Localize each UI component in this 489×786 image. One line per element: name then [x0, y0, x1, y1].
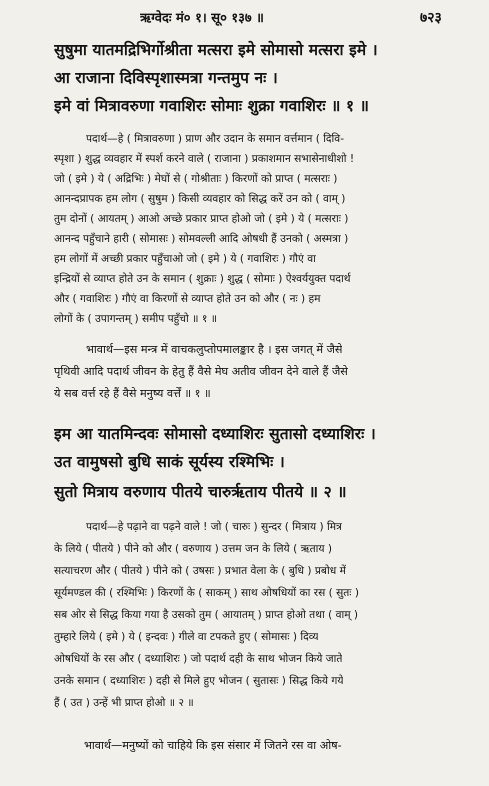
- padartha-2-line: ओषधियों के रस और ( दध्याशिरः ) जो पदार्थ दही के साथ भोजन किये जाते: [54, 653, 343, 665]
- padartha-2-line: पदार्थ—हे पढ़ाने वा पढ़ने वाले ! जो ( चारुः ) सुन्दर ( मित्राय ) मित्र: [86, 521, 342, 533]
- bhavartha-2-line: भावार्थ—मनुष्यों को चाहिये कि इस संसार में जितने रस वा ओष-: [84, 739, 342, 752]
- padartha-2-line: सत्याचरण और ( पीतये ) पीने को ( उषसः ) प्रभात वेला के ( बुधि ) प्रबोध में: [54, 565, 346, 577]
- mantra-2-line-1: इम आ यातमिन्दवः सोमासो दध्याशिरः सुतासो दध्याशिरः ।: [54, 425, 376, 443]
- bhavartha-1-line: ये सब वर्त्त रहे हैं वैसे मनुष्य वर्त्तें ॥ १ ॥: [54, 387, 211, 400]
- padartha-1-line: जो ( इमे ) ये ( अद्रिभिः ) मेघों से ( गोश्रीताः ) किरणों को प्राप्त ( मत्सराः ): [54, 173, 338, 185]
- padartha-1-line: और ( गवाशिरः ) गौएं वा किरणों से व्याप्त होते उन को और ( नः ) हम: [54, 293, 321, 305]
- mantra-1-line-3: इमे वां मित्रावरुणा गवाशिरः सोमाः शुक्रा गवाशिरः ॥ १ ॥: [54, 97, 370, 115]
- bhavartha-1-line: भावार्थ—इस मन्त्र में वाचकलुप्तोपमालङ्कार है । इस जगत् में जैसे: [86, 343, 343, 356]
- padartha-2-line: सूर्यमण्डल की ( रश्मिभिः ) किरणों के ( साकम् ) साथ ओषधियों का रस ( सुतः ): [54, 587, 359, 599]
- padartha-1-line: आनन्द पहुँचाने हारी ( सोमासः ) सोमवल्ली आदि ओषधी हैं उनको ( अस्मत्रा ): [54, 233, 349, 245]
- padartha-2-line: तुम्हारे लिये ( इमे ) ये ( इन्दवः ) गीले वा टपकते हुए ( सोमासः ) दिव्य: [54, 631, 319, 643]
- bhavartha-1-line: पृथिवी आदि पदार्थ जीवन के हेतु हैं वैसे मेघ अतीव जीवन देने वाले हैं जैसे: [54, 365, 348, 378]
- mantra-1-line-2: आ राजाना दिविस्पृशास्मत्रा गन्तमुप नः ।: [54, 69, 278, 87]
- padartha-1-line: इन्द्रियों से व्याप्त होते उन के समान ( शुक्राः ) शुद्ध ( सोमाः ) ऐश्वर्ययुक्त पदार्थ: [54, 273, 351, 285]
- padartha-1-line: हम लोगों में अच्छी प्रकार पहुँचाओ जो ( इमे ) ये ( गवाशिरः ) गौएं वा: [54, 253, 316, 265]
- padartha-2-line: के लिये ( पीतये ) पीने को और ( वरुणाय ) उत्तम जन के लिये ( ऋताय ): [54, 543, 333, 555]
- padartha-2-line: सब ओर से सिद्ध किया गया है उसको तुम ( आयातम् ) प्राप्त होओ तथा ( वाम् ): [54, 609, 359, 621]
- mantra-2-line-3: सुतो मित्राय वरुणाय पीतये चारुर्ऋताय पीतये ॥ २ ॥: [54, 483, 347, 501]
- padartha-1-line: लोगों के ( उपागन्तम् ) समीप पहुँचो ॥ १ ॥: [54, 313, 218, 325]
- page-number: ७२३: [420, 10, 442, 26]
- padartha-2-line: हैं ( उत ) उन्हें भी प्राप्त होओ ॥ २ ॥: [54, 697, 194, 709]
- padartha-1-line: आनन्दप्रापक हम लोग ( सुषुम ) किसी व्यवहार को सिद्ध करें उन को ( वाम् ): [54, 193, 346, 205]
- running-header: ऋग्वेदः मं० १। सू० १३७ ॥: [140, 11, 264, 26]
- mantra-2-line-2: उत वामुषसो बुधि साकं सूर्यस्य रश्मिभिः ।: [54, 453, 285, 471]
- padartha-2-line: उनके समान ( दध्याशिरः ) दही से मिले हुए भोजन ( सुतासः ) सिद्ध किये गये: [54, 675, 344, 687]
- padartha-1-line: पदार्थ—हे ( मित्रावरुणा ) प्राण और उदान के समान वर्त्तमान ( दिवि-: [86, 133, 345, 145]
- padartha-1-line: तुम दोनों ( आयतम् ) आओ अच्छे प्रकार प्राप्त होओ जो ( इमे ) ये ( मत्सराः ): [54, 213, 349, 225]
- mantra-1-line-1: सुषुमा यातमद्रिभिर्गोश्रीता मत्सरा इमे सोमासो मत्सरा इमे ।: [54, 41, 378, 59]
- padartha-1-line: स्पृशा ) शुद्ध व्यवहार में स्पर्श करने वाले ( राजाना ) प्रकाशमान सभासेनाधीशो !: [54, 153, 355, 165]
